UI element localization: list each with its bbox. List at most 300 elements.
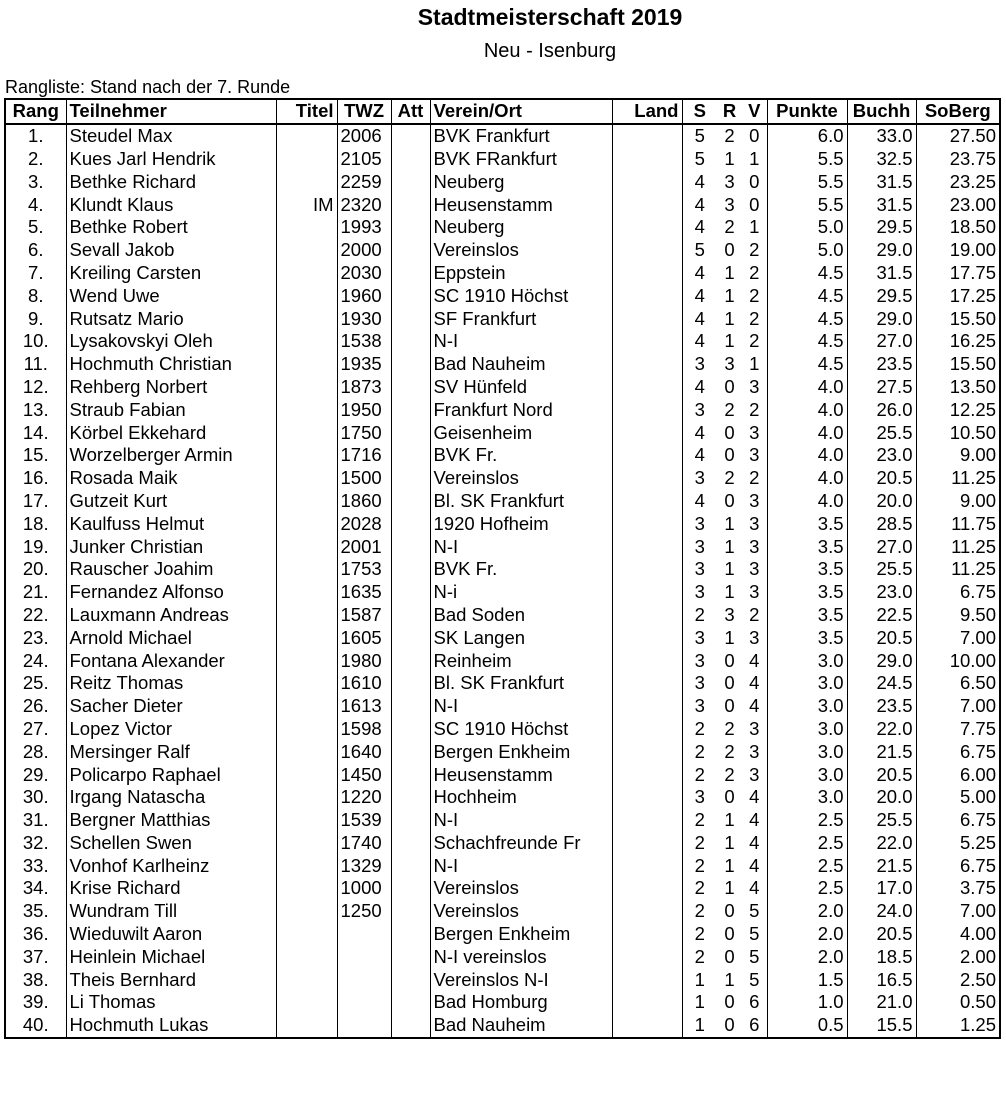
att-cell [391,672,430,695]
table-row [5,376,1000,399]
v-cell: 4 [742,809,767,832]
twz-cell: 1935 [337,353,391,376]
header-soberg: SoBerg [916,99,1000,124]
name-cell: Wundram Till [66,900,276,923]
verein-cell: BVK Fr. [430,444,612,467]
att-cell [391,490,430,513]
table-row [5,148,1000,171]
titel-cell [276,1014,337,1038]
v-cell: 2 [742,398,767,421]
verein-cell: Bl. SK Frankfurt [430,490,612,513]
verein-cell: N-I vereinslos [430,945,612,968]
table-row [5,124,1000,148]
att-cell [391,353,430,376]
table-row [5,649,1000,672]
punkte-cell: 4.5 [767,353,847,376]
s-cell: 4 [682,216,717,239]
r-cell: 2 [724,717,735,739]
r-cell: 1 [724,261,735,283]
twz-cell [337,968,391,991]
table-row [5,581,1000,604]
land-cell [612,330,682,353]
verein-cell: SK Langen [430,626,612,649]
s-cell: 2 [682,763,717,786]
att-cell [391,740,430,763]
twz-cell [337,1014,391,1038]
rang-cell: 37. [5,945,66,968]
ranking-caption: Rangliste: Stand nach der 7. Runde [5,77,291,97]
titel-cell [276,832,337,855]
soberg-cell: 2.50 [916,968,1000,991]
s-cell: 4 [682,307,717,330]
punkte-cell: 2.5 [767,854,847,877]
buchh-cell: 31.5 [847,170,916,193]
v-cell: 4 [742,786,767,809]
rang-cell: 24. [5,649,66,672]
land-cell [612,900,682,923]
buchh-cell: 21.5 [847,740,916,763]
land-cell [612,649,682,672]
titel-cell [276,581,337,604]
s-cell: 5 [682,239,717,262]
soberg-cell: 1.25 [916,1014,1000,1038]
r-cell: 0 [724,421,735,443]
r-cell: 0 [724,649,735,671]
table-row [5,626,1000,649]
name-cell: Li Thomas [66,991,276,1014]
v-cell: 4 [742,695,767,718]
att-cell [391,877,430,900]
s-cell: 4 [682,490,717,513]
att-cell [391,604,430,627]
buchh-cell: 21.5 [847,854,916,877]
v-cell: 3 [742,535,767,558]
table-row [5,284,1000,307]
name-cell: Bethke Robert [66,216,276,239]
att-cell [391,626,430,649]
name-cell: Arnold Michael [66,626,276,649]
twz-cell: 1329 [337,854,391,877]
r-cell: 3 [724,170,735,192]
punkte-cell: 1.0 [767,991,847,1014]
ranking-table [4,98,1001,1039]
att-cell [391,991,430,1014]
verein-cell: Schachfreunde Fr [430,832,612,855]
twz-cell: 1750 [337,421,391,444]
v-cell: 3 [742,718,767,741]
rang-cell: 10. [5,330,66,353]
buchh-cell: 17.0 [847,877,916,900]
r-cell: 1 [724,581,735,603]
titel-cell [276,490,337,513]
att-cell [391,695,430,718]
s-cell: 3 [682,558,717,581]
buchh-cell: 24.0 [847,900,916,923]
titel-cell [276,945,337,968]
punkte-cell: 3.5 [767,581,847,604]
r-cell: 1 [724,147,735,169]
punkte-cell: 4.0 [767,421,847,444]
r-cell: 1 [724,558,735,580]
rang-cell: 14. [5,421,66,444]
r-cell: 2 [724,216,735,238]
s-cell: 4 [682,170,717,193]
rang-cell: 16. [5,467,66,490]
twz-cell: 1598 [337,718,391,741]
rang-cell: 1. [5,124,66,148]
land-cell [612,718,682,741]
punkte-cell: 3.0 [767,786,847,809]
punkte-cell: 3.5 [767,512,847,535]
twz-cell: 1538 [337,330,391,353]
buchh-cell: 23.0 [847,581,916,604]
r-cell: 1 [724,854,735,876]
buchh-cell: 32.5 [847,148,916,171]
rang-cell: 31. [5,809,66,832]
table-row [5,604,1000,627]
titel-cell [276,809,337,832]
verein-cell: Vereinslos [430,900,612,923]
punkte-cell: 4.0 [767,467,847,490]
buchh-cell: 20.5 [847,467,916,490]
twz-cell: 1250 [337,900,391,923]
att-cell [391,718,430,741]
name-cell: Hochmuth Christian [66,353,276,376]
titel-cell [276,398,337,421]
punkte-cell: 4.0 [767,444,847,467]
punkte-cell: 5.5 [767,148,847,171]
header-rang: Rang [5,99,66,124]
v-cell: 1 [742,216,767,239]
att-cell [391,262,430,285]
r-cell: 0 [724,991,735,1013]
titel-cell [276,170,337,193]
r-cell: 1 [724,330,735,352]
punkte-cell: 2.5 [767,809,847,832]
twz-cell: 2006 [337,124,391,148]
page-title: Stadtmeisterschaft 2019 [417,4,683,30]
buchh-cell: 22.0 [847,718,916,741]
twz-cell: 1753 [337,558,391,581]
rang-cell: 23. [5,626,66,649]
table-header-row [5,99,1000,124]
titel-cell [276,740,337,763]
name-cell: Sacher Dieter [66,695,276,718]
soberg-cell: 11.25 [916,558,1000,581]
twz-cell: 1930 [337,307,391,330]
buchh-cell: 29.5 [847,216,916,239]
att-cell [391,512,430,535]
r-cell: 2 [724,398,735,420]
land-cell [612,626,682,649]
r-cell: 2 [724,125,735,147]
punkte-cell: 3.5 [767,535,847,558]
punkte-cell: 0.5 [767,1014,847,1038]
r-cell: 1 [724,284,735,306]
rang-cell: 2. [5,148,66,171]
v-cell: 4 [742,832,767,855]
v-cell: 2 [742,239,767,262]
verein-cell: Bergen Enkheim [430,923,612,946]
punkte-cell: 2.5 [767,832,847,855]
r-cell: 0 [724,1014,735,1036]
v-cell: 2 [742,467,767,490]
table-row [5,763,1000,786]
table-row [5,809,1000,832]
s-cell: 3 [682,398,717,421]
verein-cell: Heusenstamm [430,193,612,216]
buchh-cell: 28.5 [847,512,916,535]
land-cell [612,923,682,946]
rang-cell: 40. [5,1014,66,1038]
att-cell [391,581,430,604]
verein-cell: Vereinslos N-I [430,968,612,991]
titel-cell [276,216,337,239]
att-cell [391,284,430,307]
rang-cell: 22. [5,604,66,627]
rang-cell: 3. [5,170,66,193]
verein-cell: BVK FRankfurt [430,148,612,171]
header-buchh: Buchh [847,99,916,124]
verein-cell: Bad Soden [430,604,612,627]
rang-cell: 4. [5,193,66,216]
name-cell: Theis Bernhard [66,968,276,991]
soberg-cell: 3.75 [916,877,1000,900]
verein-cell: Bad Homburg [430,991,612,1014]
punkte-cell: 6.0 [767,124,847,148]
buchh-cell: 29.0 [847,649,916,672]
land-cell [612,832,682,855]
verein-cell: BVK Fr. [430,558,612,581]
table-row [5,535,1000,558]
punkte-cell: 3.5 [767,604,847,627]
twz-cell: 1740 [337,832,391,855]
header-att: Att [391,99,430,124]
verein-cell: 1920 Hofheim [430,512,612,535]
name-cell: Hochmuth Lukas [66,1014,276,1038]
s-cell: 2 [682,900,717,923]
verein-cell: N-I [430,854,612,877]
att-cell [391,763,430,786]
r-cell: 1 [724,831,735,853]
table-row [5,991,1000,1014]
r-cell: 2 [724,740,735,762]
titel-cell [276,672,337,695]
titel-cell [276,854,337,877]
punkte-cell: 4.5 [767,284,847,307]
twz-cell: 1587 [337,604,391,627]
land-cell [612,512,682,535]
name-cell: Krise Richard [66,877,276,900]
buchh-cell: 27.5 [847,376,916,399]
punkte-cell: 2.0 [767,945,847,968]
buchh-cell: 31.5 [847,193,916,216]
punkte-cell: 4.5 [767,307,847,330]
land-cell [612,216,682,239]
punkte-cell: 3.0 [767,695,847,718]
table-row [5,1014,1000,1038]
table-row [5,877,1000,900]
att-cell [391,398,430,421]
land-cell [612,398,682,421]
twz-cell: 1993 [337,216,391,239]
rang-cell: 27. [5,718,66,741]
r-cell: 2 [724,467,735,489]
name-cell: Kues Jarl Hendrik [66,148,276,171]
buchh-cell: 25.5 [847,558,916,581]
s-cell: 2 [682,832,717,855]
buchh-cell: 23.5 [847,695,916,718]
land-cell [612,170,682,193]
v-cell: 2 [742,284,767,307]
s-cell: 3 [682,512,717,535]
table-row [5,672,1000,695]
name-cell: Kaulfuss Helmut [66,512,276,535]
titel-cell [276,376,337,399]
name-cell: Mersinger Ralf [66,740,276,763]
twz-cell: 1640 [337,740,391,763]
soberg-cell: 23.25 [916,170,1000,193]
header-titel: Titel [276,99,337,124]
page-subtitle: Neu - Isenburg [483,40,617,62]
buchh-cell: 20.5 [847,626,916,649]
twz-cell: 1860 [337,490,391,513]
verein-cell: N-I [430,535,612,558]
soberg-cell: 2.00 [916,945,1000,968]
verein-cell: Frankfurt Nord [430,398,612,421]
v-cell: 1 [742,353,767,376]
rang-cell: 32. [5,832,66,855]
punkte-cell: 2.0 [767,900,847,923]
soberg-cell: 11.25 [916,467,1000,490]
rang-cell: 28. [5,740,66,763]
name-cell: Schellen Swen [66,832,276,855]
r-cell: 0 [724,444,735,466]
titel-cell [276,877,337,900]
buchh-cell: 25.5 [847,809,916,832]
r-cell: 1 [724,307,735,329]
buchh-cell: 31.5 [847,262,916,285]
table-row [5,968,1000,991]
rang-cell: 29. [5,763,66,786]
name-cell: Reitz Thomas [66,672,276,695]
v-cell: 3 [742,763,767,786]
rang-cell: 5. [5,216,66,239]
land-cell [612,672,682,695]
twz-cell: 2320 [337,193,391,216]
twz-cell: 2030 [337,262,391,285]
verein-cell: Vereinslos [430,877,612,900]
r-cell: 1 [724,809,735,831]
r-cell: 1 [724,512,735,534]
titel-cell [276,923,337,946]
verein-cell: Geisenheim [430,421,612,444]
land-cell [612,467,682,490]
soberg-cell: 0.50 [916,991,1000,1014]
soberg-cell: 13.50 [916,376,1000,399]
land-cell [612,421,682,444]
name-cell: Wend Uwe [66,284,276,307]
name-cell: Rutsatz Mario [66,307,276,330]
table-row [5,923,1000,946]
r-cell: 0 [724,489,735,511]
s-cell: 2 [682,854,717,877]
titel-cell [276,307,337,330]
s-cell: 2 [682,923,717,946]
soberg-cell: 16.25 [916,330,1000,353]
titel-cell [276,512,337,535]
twz-cell: 2259 [337,170,391,193]
soberg-cell: 7.75 [916,718,1000,741]
v-cell: 4 [742,649,767,672]
r-cell: 0 [724,239,735,261]
r-cell: 0 [724,375,735,397]
titel-cell [276,148,337,171]
land-cell [612,353,682,376]
soberg-cell: 15.50 [916,353,1000,376]
att-cell [391,193,430,216]
titel-cell [276,353,337,376]
table-row [5,444,1000,467]
titel-cell [276,763,337,786]
twz-cell: 2001 [337,535,391,558]
name-cell: Klundt Klaus [66,193,276,216]
s-cell: 3 [682,649,717,672]
s-cell: 3 [682,467,717,490]
s-cell: 1 [682,968,717,991]
verein-cell: BVK Frankfurt [430,124,612,148]
land-cell [612,558,682,581]
soberg-cell: 6.75 [916,740,1000,763]
name-cell: Vonhof Karlheinz [66,854,276,877]
titel-cell [276,558,337,581]
land-cell [612,148,682,171]
land-cell [612,854,682,877]
punkte-cell: 3.5 [767,558,847,581]
r-cell: 2 [724,763,735,785]
land-cell [612,877,682,900]
name-cell: Fernandez Alfonso [66,581,276,604]
verein-cell: SV Hünfeld [430,376,612,399]
twz-cell: 1220 [337,786,391,809]
titel-cell [276,991,337,1014]
table-row [5,353,1000,376]
name-cell: Straub Fabian [66,398,276,421]
verein-cell: SC 1910 Höchst [430,284,612,307]
punkte-cell: 4.0 [767,398,847,421]
twz-cell [337,991,391,1014]
soberg-cell: 10.00 [916,649,1000,672]
name-cell: Bergner Matthias [66,809,276,832]
buchh-cell: 18.5 [847,945,916,968]
table-row [5,467,1000,490]
v-cell: 6 [742,1014,767,1038]
name-cell: Steudel Max [66,124,276,148]
titel-cell [276,535,337,558]
v-cell: 0 [742,124,767,148]
titel-cell [276,124,337,148]
name-cell: Rauscher Joahim [66,558,276,581]
verein-cell: Bad Nauheim [430,353,612,376]
buchh-cell: 27.0 [847,535,916,558]
punkte-cell: 2.0 [767,923,847,946]
table-row [5,854,1000,877]
twz-cell [337,923,391,946]
buchh-cell: 15.5 [847,1014,916,1038]
att-cell [391,809,430,832]
land-cell [612,376,682,399]
land-cell [612,490,682,513]
